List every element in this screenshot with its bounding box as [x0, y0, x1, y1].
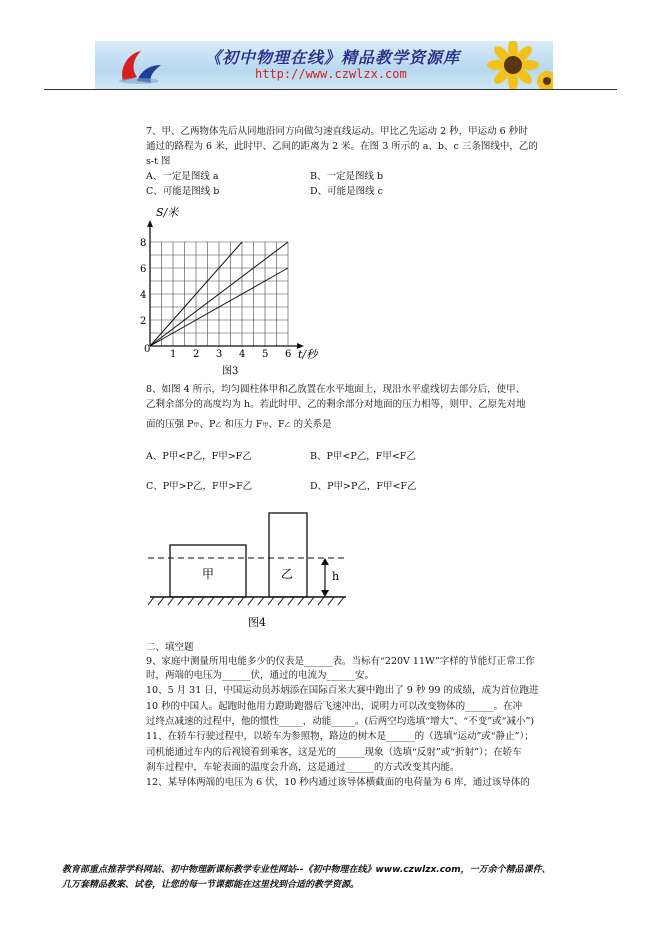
x-tick-label: 4: [239, 349, 246, 360]
q8-option-b: B、P甲<P乙，F甲<F乙: [310, 451, 416, 462]
figure-3-chart: [140, 200, 330, 380]
header-banner: [95, 41, 553, 89]
x-tick-label: 6: [285, 349, 292, 360]
q11-line2: 司机能通过车内的后视镜看到乘客，这是光的______现象（选填“反射”或“折射”）；在轿车: [146, 747, 522, 758]
q8-line2: 乙剩余部分的高度均为 h。若此时甲、乙的剩余部分对地面的压力相等，则甲、乙原先对地: [146, 399, 526, 410]
y-axis-arrow: [147, 220, 153, 227]
x-tick-label: 2: [193, 349, 200, 360]
y-tick-label: 8: [140, 238, 147, 249]
q7-line3: s-t 图: [146, 156, 171, 167]
x-tick-label: 5: [262, 349, 269, 360]
q8-option-d: D、P甲>P乙，F甲<F乙: [310, 481, 417, 492]
q9-line2: 时，两端的电压为______伏，通过的电流为______安。: [146, 670, 375, 681]
block-jia-label: 甲: [202, 567, 215, 581]
q7-option-c: C、可能是图线 b: [146, 186, 220, 197]
q11-line3: 刹车过程中，车轮表面的温度会升高，这是通过______的方式改变其内能。: [146, 762, 460, 773]
q8-option-a: A、P甲<P乙，F甲>F乙: [146, 451, 252, 462]
q9-line1: 9、家庭中测量所用电能多少的仪表是______表。当标有“220V 11W”字样的节能灯正常工作: [146, 656, 535, 667]
q12-line1: 12、某导体两端的电压为 6 伏，10 秒内通过该导体横截面的电荷量为 6 库，通过该导体的: [146, 777, 530, 788]
sunflower-icon: [473, 41, 553, 89]
figure-3-caption: 图3: [222, 366, 239, 377]
origin-label: 0: [144, 344, 151, 355]
y-tick-label: 6: [140, 264, 147, 275]
q11-line1: 11、在轿车行驶过程中，以轿车为参照物，路边的树木是______的（选填“运动”或“静止”）；: [146, 731, 534, 742]
q10-line1: 10、5 月 31 日，中国运动员苏炳添在国际百米大赛中跑出了 9 秒 99 的成绩，成为首位跑进: [146, 685, 539, 696]
chart-axes: [147, 220, 304, 349]
y-axis-label: S/米: [156, 206, 179, 219]
y-tick-label: 4: [140, 290, 147, 301]
block-yi: [269, 513, 307, 597]
q7-option-b: B、一定是图线 b: [310, 171, 384, 182]
banner-title: 《初中物理在线》精品教学资源库: [205, 48, 461, 67]
x-tick-label: 3: [216, 349, 223, 360]
logo-icon: [115, 47, 165, 85]
x-tick-label: 1: [170, 349, 177, 360]
figure-4-caption: 图4: [248, 616, 266, 629]
header-rule: [44, 89, 617, 90]
q8-option-c: C、P甲>P乙，F甲>F乙: [146, 481, 253, 492]
section-2-title: 二、填空题: [146, 642, 194, 653]
block-yi-label: 乙: [281, 567, 294, 581]
figure-4-diagram: [140, 505, 360, 640]
q7-line2: 通过的路程为 6 米，此时甲、乙间的距离为 2 米。在图 3 所示的 a、b、c 三条图线中，乙的: [146, 141, 538, 152]
banner-url[interactable]: http://www.czwlzx.com: [255, 67, 407, 81]
q7-option-a: A、一定是图线 a: [146, 171, 219, 182]
height-label: h: [332, 570, 340, 583]
q10-line2: 10 秒的中国人。起跑时他用力蹬助跑器后飞速冲出，说明力可以改变物体的______。在冲: [146, 701, 523, 712]
q7-line1: 7、甲、乙两物体先后从同地沿同方向做匀速直线运动。甲比乙先运动 2 秒，甲运动 6 秒时: [146, 126, 528, 137]
y-tick-label: 2: [140, 316, 147, 327]
footer-line1: 教育部重点推荐学科网站、初中物理新课标教学专业性网站--《初中物理在线》www.czwlzx.com，一万余个精品课件、: [62, 865, 551, 875]
footer-line2: 几万套精品教案、试卷，让您的每一节课都能在这里找到合适的教学资源。: [62, 880, 360, 890]
q7-option-d: D、可能是图线 c: [310, 186, 383, 197]
x-axis-label: t/秒: [298, 348, 318, 361]
q8-line3: 面的压强 P甲、P乙 和压力 F甲、F乙 的关系是: [146, 419, 332, 430]
q8-line1: 8、如图 4 所示，均匀圆柱体甲和乙放置在水平地面上，现沿水平虚线切去部分后，使甲、: [146, 384, 526, 395]
q10-line3: 过终点减速的过程中，他的惯性_____，动能_____。(后两空均选填“增大”、“不变”或“减小”): [146, 716, 535, 727]
